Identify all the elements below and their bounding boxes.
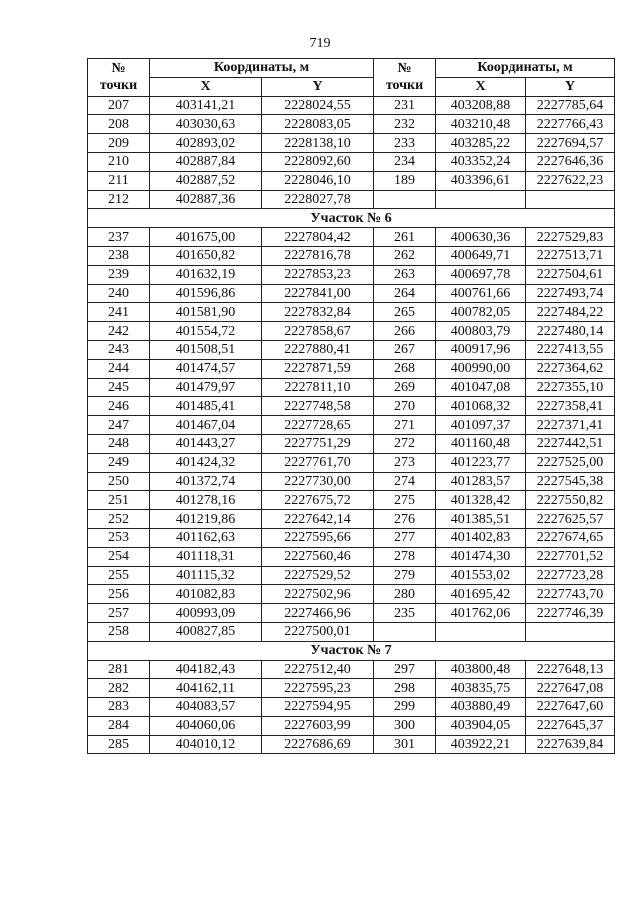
y-coordinate: 2227512,40 [262,660,374,679]
point-number: 267 [374,340,436,359]
y-coordinate: 2228083,05 [262,115,374,134]
x-coordinate: 401118,31 [150,547,262,566]
x-coordinate: 401385,51 [436,510,526,529]
y-coordinate: 2227761,70 [262,453,374,472]
point-label: точки [385,78,424,94]
section-title: Участок № 6 [88,209,615,228]
point-number: 299 [374,698,436,717]
table-row [88,510,615,529]
table-row [88,96,615,115]
table-row [88,265,615,284]
x-coordinate: 403835,75 [436,679,526,698]
y-coordinate: 2227529,52 [262,566,374,585]
x-coordinate: 401402,83 [436,528,526,547]
x-coordinate: 400630,36 [436,228,526,247]
y-coordinate: 2227595,23 [262,679,374,698]
x-coordinate: 401372,74 [150,472,262,491]
y-coordinate: 2227880,41 [262,340,374,359]
point-number: 231 [374,96,436,115]
point-number: 283 [88,698,150,717]
y-coordinate: 2227595,66 [262,528,374,547]
x-coordinate: 404010,12 [150,735,262,754]
y-coordinate: 2227751,29 [262,434,374,453]
y-coordinate: 2227871,59 [262,359,374,378]
x-coordinate: 403352,24 [436,152,526,171]
x-coordinate: 401219,86 [150,510,262,529]
x-coordinate: 403141,21 [150,96,262,115]
point-number: 263 [374,265,436,284]
point-number [374,622,436,641]
y-coordinate: 2227746,39 [526,604,615,623]
point-number: 244 [88,359,150,378]
point-number: 239 [88,265,150,284]
point-number: 252 [88,510,150,529]
x-coordinate: 401695,42 [436,585,526,604]
point-number: 278 [374,547,436,566]
point-number: 272 [374,434,436,453]
point-number: 273 [374,453,436,472]
table-row [88,228,615,247]
y-coordinate: 2228046,10 [262,171,374,190]
y-coordinate: 2227560,46 [262,547,374,566]
point-number: 249 [88,453,150,472]
x-coordinate: 401467,04 [150,416,262,435]
y-coordinate: 2228024,55 [262,96,374,115]
point-number-header-right [374,59,436,97]
y-coordinate: 2227816,78 [262,246,374,265]
point-number: 235 [374,604,436,623]
x-coordinate: 403210,48 [436,115,526,134]
point-number: 253 [88,528,150,547]
y-coordinate: 2227766,43 [526,115,615,134]
table-row [88,491,615,510]
x-coordinate: 401097,37 [436,416,526,435]
point-number: 297 [374,660,436,679]
x-coordinate: 404162,11 [150,679,262,698]
section-title: Участок № 7 [88,641,615,660]
y-coordinate: 2227480,14 [526,322,615,341]
point-number: 189 [374,171,436,190]
point-number: 242 [88,322,150,341]
x-coordinate [436,622,526,641]
x-coordinate: 403396,61 [436,171,526,190]
table-row [88,622,615,641]
point-number: 269 [374,378,436,397]
table-row [88,152,615,171]
x-coordinate: 401508,51 [150,340,262,359]
point-number: 237 [88,228,150,247]
y-coordinate: 2227723,28 [526,566,615,585]
point-number: 254 [88,547,150,566]
point-number [374,190,436,209]
coordinates-header-left: Координаты, м [150,59,374,78]
x-coordinate: 400782,05 [436,303,526,322]
y-coordinate: 2227364,62 [526,359,615,378]
x-coordinate: 401278,16 [150,491,262,510]
x-coordinate: 402887,36 [150,190,262,209]
x-coordinate: 401068,32 [436,397,526,416]
x-coordinate: 401047,08 [436,378,526,397]
x-coordinate: 402893,02 [150,134,262,153]
table-row [88,397,615,416]
x-header-right: X [436,77,526,96]
y-coordinate: 2227811,10 [262,378,374,397]
y-coordinate: 2227748,58 [262,397,374,416]
section-row [88,209,615,228]
point-number: 282 [88,679,150,698]
x-coordinate: 401162,63 [150,528,262,547]
y-coordinate: 2227484,22 [526,303,615,322]
x-coordinate: 403030,63 [150,115,262,134]
table-row [88,698,615,717]
x-coordinate: 400697,78 [436,265,526,284]
point-number: 255 [88,566,150,585]
y-coordinate: 2227804,42 [262,228,374,247]
point-number: 238 [88,246,150,265]
table-row [88,340,615,359]
x-coordinate: 401424,32 [150,453,262,472]
x-header-left: X [150,77,262,96]
x-coordinate: 401596,86 [150,284,262,303]
point-number: 243 [88,340,150,359]
point-label: точки [99,78,138,94]
x-coordinate: 401485,41 [150,397,262,416]
x-coordinate: 400761,66 [436,284,526,303]
y-coordinate: 2227550,82 [526,491,615,510]
table-row [88,566,615,585]
x-coordinate: 403904,05 [436,716,526,735]
table-row [88,378,615,397]
y-coordinate [526,622,615,641]
point-number: 266 [374,322,436,341]
point-number: 279 [374,566,436,585]
x-coordinate: 401328,42 [436,491,526,510]
y-header-right: Y [526,77,615,96]
point-number: 274 [374,472,436,491]
x-coordinate: 400649,71 [436,246,526,265]
x-coordinate: 404182,43 [150,660,262,679]
y-coordinate: 2227853,23 [262,265,374,284]
x-coordinate: 401675,00 [150,228,262,247]
y-coordinate: 2227728,65 [262,416,374,435]
point-number-header-left [88,59,150,97]
x-coordinate: 404083,57 [150,698,262,717]
point-number: 212 [88,190,150,209]
x-coordinate: 401443,27 [150,434,262,453]
x-coordinate: 402887,84 [150,152,262,171]
table-row [88,284,615,303]
point-number: 232 [374,115,436,134]
point-number: 256 [88,585,150,604]
point-number: 233 [374,134,436,153]
point-number: 284 [88,716,150,735]
table-row [88,303,615,322]
point-number: 211 [88,171,150,190]
x-coordinate: 403880,49 [436,698,526,717]
x-coordinate: 401115,32 [150,566,262,585]
table-row [88,246,615,265]
y-coordinate: 2227625,57 [526,510,615,529]
y-coordinate: 2227648,13 [526,660,615,679]
y-coordinate: 2227832,84 [262,303,374,322]
y-coordinate: 2227743,70 [526,585,615,604]
section-row [88,641,615,660]
y-coordinate: 2227622,23 [526,171,615,190]
x-coordinate: 401474,57 [150,359,262,378]
x-coordinate: 400917,96 [436,340,526,359]
point-number: 280 [374,585,436,604]
point-number: 264 [374,284,436,303]
x-coordinate: 403800,48 [436,660,526,679]
point-number: 271 [374,416,436,435]
y-coordinate: 2227701,52 [526,547,615,566]
y-coordinate: 2227694,57 [526,134,615,153]
table-row [88,359,615,378]
table-header [88,59,615,97]
table-row [88,115,615,134]
point-number: 276 [374,510,436,529]
y-coordinate: 2227355,10 [526,378,615,397]
point-number: 248 [88,434,150,453]
y-coordinate: 2227686,69 [262,735,374,754]
point-number: 301 [374,735,436,754]
y-coordinate: 2227645,37 [526,716,615,735]
y-coordinate: 2227646,36 [526,152,615,171]
page-number: 719 [309,36,331,51]
x-coordinate: 401632,19 [150,265,262,284]
point-number: 261 [374,228,436,247]
y-coordinate: 2227675,72 [262,491,374,510]
y-coordinate: 2227371,41 [526,416,615,435]
y-coordinate: 2227642,14 [262,510,374,529]
point-number: 257 [88,604,150,623]
x-coordinate: 401553,02 [436,566,526,585]
table-row [88,453,615,472]
coordinates-table [87,58,615,754]
x-coordinate [436,190,526,209]
table-row [88,528,615,547]
point-number: 300 [374,716,436,735]
x-coordinate: 400803,79 [436,322,526,341]
table-row [88,679,615,698]
x-coordinate: 401650,82 [150,246,262,265]
x-coordinate: 401581,90 [150,303,262,322]
y-coordinate: 2227525,00 [526,453,615,472]
point-number: 251 [88,491,150,510]
table-row [88,434,615,453]
x-coordinate: 403208,88 [436,96,526,115]
x-coordinate: 401479,97 [150,378,262,397]
coordinates-header-right: Координаты, м [436,59,615,78]
point-number: 250 [88,472,150,491]
table-row [88,547,615,566]
x-coordinate: 400993,09 [150,604,262,623]
point-number: 241 [88,303,150,322]
y-coordinate: 2227730,00 [262,472,374,491]
point-number: 277 [374,528,436,547]
point-number: 268 [374,359,436,378]
x-coordinate: 400827,85 [150,622,262,641]
y-coordinate: 2227647,08 [526,679,615,698]
x-coordinate: 401762,06 [436,604,526,623]
y-coordinate: 2227603,99 [262,716,374,735]
point-number: 209 [88,134,150,153]
point-number: 210 [88,152,150,171]
table-row [88,660,615,679]
point-number: 265 [374,303,436,322]
y-coordinate: 2227674,65 [526,528,615,547]
y-coordinate: 2227442,51 [526,434,615,453]
y-coordinate: 2227413,55 [526,340,615,359]
x-coordinate: 401554,72 [150,322,262,341]
x-coordinate: 401283,57 [436,472,526,491]
table-row [88,585,615,604]
number-sign: № [111,61,126,77]
table-row [88,604,615,623]
table-body [88,96,615,754]
y-coordinate: 2227785,64 [526,96,615,115]
point-number: 234 [374,152,436,171]
y-coordinate: 2227358,41 [526,397,615,416]
y-coordinate: 2227493,74 [526,284,615,303]
point-number: 245 [88,378,150,397]
x-coordinate: 403285,22 [436,134,526,153]
x-coordinate: 401223,77 [436,453,526,472]
y-coordinate: 2227545,38 [526,472,615,491]
point-number: 246 [88,397,150,416]
point-number: 240 [88,284,150,303]
point-number: 298 [374,679,436,698]
y-coordinate: 2228027,78 [262,190,374,209]
number-sign: № [397,61,412,77]
x-coordinate: 401474,30 [436,547,526,566]
table-row [88,190,615,209]
y-header-left: Y [262,77,374,96]
y-coordinate: 2227594,95 [262,698,374,717]
point-number: 270 [374,397,436,416]
table-row [88,716,615,735]
y-coordinate: 2227513,71 [526,246,615,265]
y-coordinate: 2227529,83 [526,228,615,247]
point-number: 275 [374,491,436,510]
point-number: 208 [88,115,150,134]
y-coordinate: 2227639,84 [526,735,615,754]
table-row [88,171,615,190]
y-coordinate: 2227504,61 [526,265,615,284]
table-row [88,735,615,754]
y-coordinate: 2227841,00 [262,284,374,303]
table-row [88,322,615,341]
x-coordinate: 400990,00 [436,359,526,378]
y-coordinate: 2227500,01 [262,622,374,641]
y-coordinate: 2228092,60 [262,152,374,171]
table-row [88,472,615,491]
x-coordinate: 403922,21 [436,735,526,754]
point-number: 262 [374,246,436,265]
table-row [88,416,615,435]
point-number: 247 [88,416,150,435]
table-row [88,134,615,153]
point-number: 207 [88,96,150,115]
y-coordinate: 2228138,10 [262,134,374,153]
point-number: 281 [88,660,150,679]
y-coordinate: 2227466,96 [262,604,374,623]
y-coordinate: 2227858,67 [262,322,374,341]
point-number: 285 [88,735,150,754]
x-coordinate: 402887,52 [150,171,262,190]
point-number: 258 [88,622,150,641]
y-coordinate: 2227647,60 [526,698,615,717]
x-coordinate: 401082,83 [150,585,262,604]
x-coordinate: 401160,48 [436,434,526,453]
y-coordinate [526,190,615,209]
y-coordinate: 2227502,96 [262,585,374,604]
x-coordinate: 404060,06 [150,716,262,735]
